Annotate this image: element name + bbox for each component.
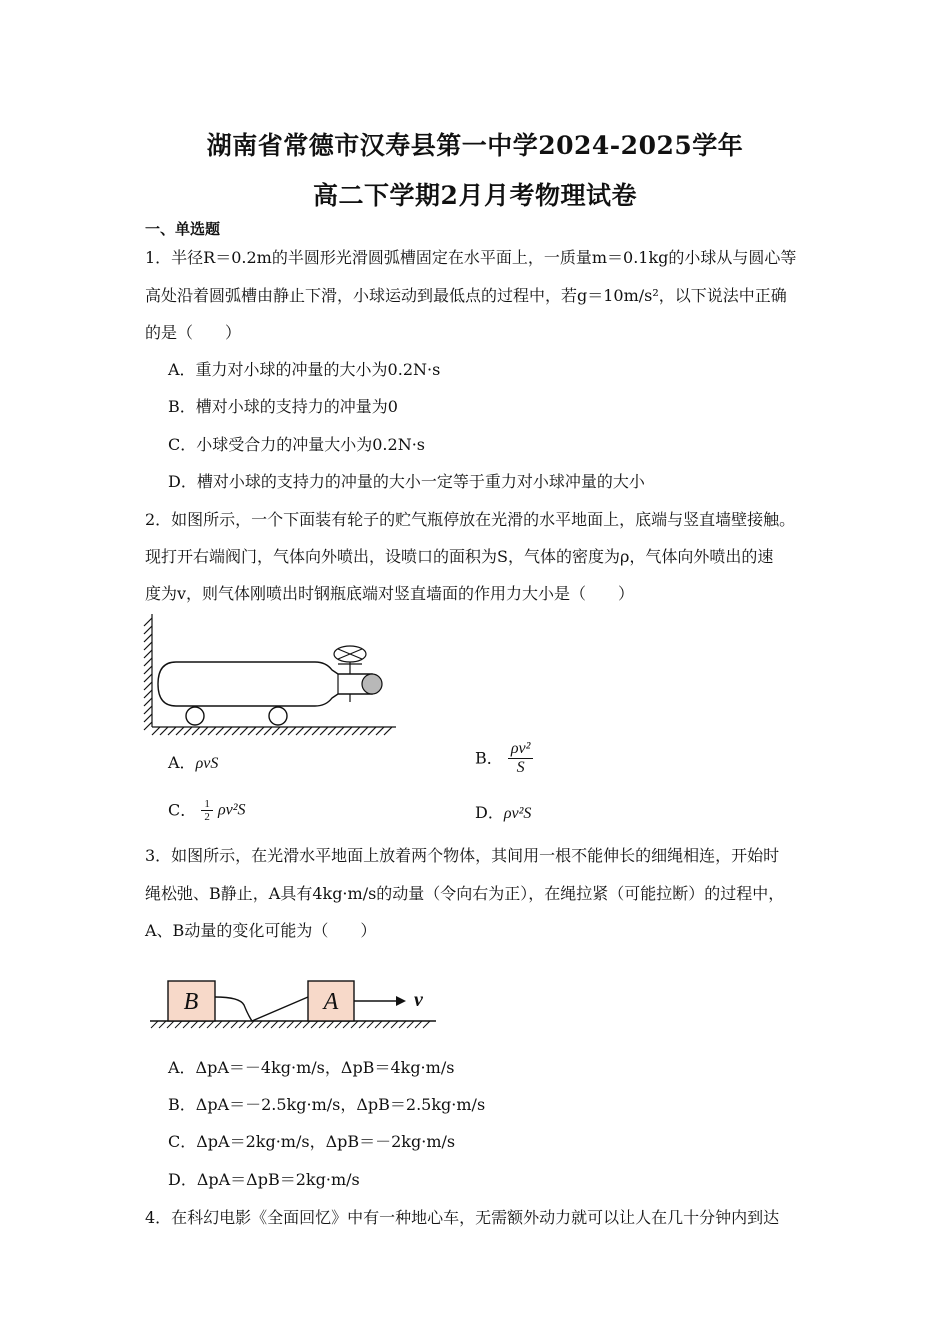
q4-line-1: 4．在科幻电影《全面回忆》中有一种地心车，无需额外动力就可以让人在几十分钟内到达	[145, 1208, 780, 1227]
q2-option-d: D．ρv²S	[475, 803, 532, 822]
floor-hatch-mark	[344, 727, 352, 735]
floor-hatch-mark	[288, 727, 296, 735]
wall-hatch-mark	[144, 706, 152, 714]
q2-option-a: A．ρvS	[168, 753, 219, 772]
wall-hatch-mark	[144, 690, 152, 698]
ground-hatch-mark	[327, 1021, 334, 1028]
q1-line-3: 的是（ ）	[145, 323, 242, 342]
floor-hatch-mark	[160, 727, 168, 735]
floor-hatch-mark	[200, 727, 208, 735]
ground-hatch-mark	[311, 1021, 318, 1028]
q1-option-b: B．槽对小球的支持力的冲量为0	[168, 397, 398, 416]
wheel-left	[186, 707, 204, 725]
wall-hatch-mark	[144, 666, 152, 674]
ground-hatch-mark	[207, 1021, 214, 1028]
block-a-label: A	[323, 989, 339, 1015]
gas-cylinder-figure	[140, 612, 400, 738]
q1-option-c: C．小球受合力的冲量大小为0.2N·s	[168, 435, 425, 454]
floor-hatch-mark	[384, 727, 392, 735]
q3-line-1: 3．如图所示，在光滑水平地面上放着两个物体，其间用一根不能伸长的细绳相连，开始时	[145, 846, 780, 865]
floor-hatch-mark	[224, 727, 232, 735]
q3-option-b: B．ΔpA＝－2.5kg·m/s，ΔpB＝2.5kg·m/s	[168, 1095, 486, 1114]
wall-hatch-mark	[144, 682, 152, 690]
ground-hatch-mark	[183, 1021, 190, 1028]
ground-hatch-mark	[223, 1021, 230, 1028]
wall-hatch-mark	[144, 674, 152, 682]
floor-hatch-mark	[280, 727, 288, 735]
floor-hatch-mark	[152, 727, 160, 735]
velocity-label: v	[414, 989, 423, 1011]
q3-option-d: D．ΔpA＝ΔpB＝2kg·m/s	[168, 1170, 360, 1189]
wall-hatch-mark	[144, 626, 152, 634]
ground-hatch-mark	[303, 1021, 310, 1028]
q2-option-b: B． $\frac{\text{ρv²}}{S}$	[475, 740, 533, 777]
wall-hatch-mark	[144, 722, 152, 730]
ground-hatch-mark	[215, 1021, 222, 1028]
wheel-right	[269, 707, 287, 725]
floor-hatch-mark	[376, 727, 384, 735]
floor-hatch-mark	[360, 727, 368, 735]
floor-hatch-mark	[240, 727, 248, 735]
floor-hatch-mark	[216, 727, 224, 735]
ground-hatch-mark	[295, 1021, 302, 1028]
ground-hatch-mark	[415, 1021, 422, 1028]
ground-hatch-mark	[159, 1021, 166, 1028]
floor-hatch-mark	[208, 727, 216, 735]
wall-hatch-mark	[144, 658, 152, 666]
wall-hatch-mark	[144, 618, 152, 626]
q2-line-1: 2．如图所示，一个下面装有轮子的贮气瓶停放在光滑的水平地面上，底端与竖直墙壁接触。	[145, 510, 796, 529]
exam-title-line-1: 湖南省常德市汉寿县第一中学2024-2025学年	[206, 131, 744, 160]
floor-hatch-mark	[256, 727, 264, 735]
ground-hatch-mark	[271, 1021, 278, 1028]
floor-hatch-mark	[320, 727, 328, 735]
ground-hatch-mark	[263, 1021, 270, 1028]
ground-hatch-mark	[287, 1021, 294, 1028]
floor-hatch-mark	[304, 727, 312, 735]
rope	[215, 997, 308, 1021]
ground-hatch-mark	[367, 1021, 374, 1028]
floor-hatch-mark	[336, 727, 344, 735]
ground-hatch-mark	[175, 1021, 182, 1028]
wall-hatch-mark	[144, 634, 152, 642]
ground-hatch-mark	[399, 1021, 406, 1028]
ground-hatch-mark	[151, 1021, 158, 1028]
floor-hatch-mark	[184, 727, 192, 735]
floor-hatch-mark	[368, 727, 376, 735]
ground-hatch-mark	[359, 1021, 366, 1028]
floor-hatch-mark	[312, 727, 320, 735]
ground-hatch-mark	[255, 1021, 262, 1028]
ground-hatch-mark	[343, 1021, 350, 1028]
wall-hatch-mark	[144, 642, 152, 650]
ground-hatch-mark	[231, 1021, 238, 1028]
floor-hatch-mark	[232, 727, 240, 735]
arrow-right-icon	[396, 996, 406, 1006]
floor-hatch-mark	[192, 727, 200, 735]
q2-option-c: C． $\frac{1}{2}$ ρv²S	[168, 798, 246, 823]
q1-option-a: A．重力对小球的冲量的大小为0.2N·s	[168, 360, 441, 379]
q3-option-c: C．ΔpA＝2kg·m/s，ΔpB＝－2kg·m/s	[168, 1132, 456, 1151]
q3-option-a: A．ΔpA＝－4kg·m/s，ΔpB＝4kg·m/s	[168, 1058, 455, 1077]
exam-title-line-2: 高二下学期2月月考物理试卷	[313, 181, 637, 210]
section-heading: 一、单选题	[145, 220, 221, 238]
floor-hatch-mark	[272, 727, 280, 735]
wall-hatch-mark	[144, 650, 152, 658]
q1-option-d: D．槽对小球的支持力的冲量的大小一定等于重力对小球冲量的大小	[168, 472, 645, 491]
ground-hatch-mark	[423, 1021, 430, 1028]
ground-hatch-mark	[351, 1021, 358, 1028]
ground-hatch-mark	[407, 1021, 414, 1028]
floor-hatch-mark	[352, 727, 360, 735]
ground-hatch-mark	[167, 1021, 174, 1028]
cylinder-body	[158, 662, 372, 706]
q3-line-3: A、B动量的变化可能为（ ）	[145, 921, 377, 940]
ground-hatch-mark	[199, 1021, 206, 1028]
floor-hatch-mark	[296, 727, 304, 735]
ground-hatch-mark	[319, 1021, 326, 1028]
blocks-figure	[148, 975, 438, 1035]
wall-hatch-mark	[144, 714, 152, 722]
q2-line-3: 度为v，则气体刚喷出时钢瓶底端对竖直墙面的作用力大小是（ ）	[145, 584, 635, 603]
q1-line-2: 高处沿着圆弧槽由静止下滑，小球运动到最低点的过程中，若g＝10m/s²，以下说法中正确	[145, 286, 787, 305]
ground-hatch-mark	[247, 1021, 254, 1028]
ground-hatch-mark	[391, 1021, 398, 1028]
ground-hatch-mark	[383, 1021, 390, 1028]
ground-hatch-mark	[335, 1021, 342, 1028]
floor-hatch-mark	[264, 727, 272, 735]
wall-hatch-mark	[144, 698, 152, 706]
floor-hatch-mark	[168, 727, 176, 735]
ground-hatch-mark	[375, 1021, 382, 1028]
floor-hatch-mark	[328, 727, 336, 735]
q1-line-1: 1．半径R＝0.2m的半圆形光滑圆弧槽固定在水平面上，一质量m＝0.1kg的小球从与圆心等	[145, 248, 797, 267]
floor-hatch-mark	[248, 727, 256, 735]
ground-hatch-mark	[191, 1021, 198, 1028]
q2-line-2: 现打开右端阀门，气体向外喷出，设喷口的面积为S，气体的密度为ρ，气体向外喷出的速	[145, 547, 774, 566]
floor-hatch-mark	[176, 727, 184, 735]
nozzle-ball	[362, 674, 382, 694]
ground-hatch-mark	[279, 1021, 286, 1028]
ground-hatch-mark	[239, 1021, 246, 1028]
q3-line-2: 绳松弛、B静止，A具有4kg·m/s的动量（令向右为正），在绳拉紧（可能拉断）的过程中，	[145, 884, 785, 903]
block-b-label: B	[183, 989, 199, 1015]
